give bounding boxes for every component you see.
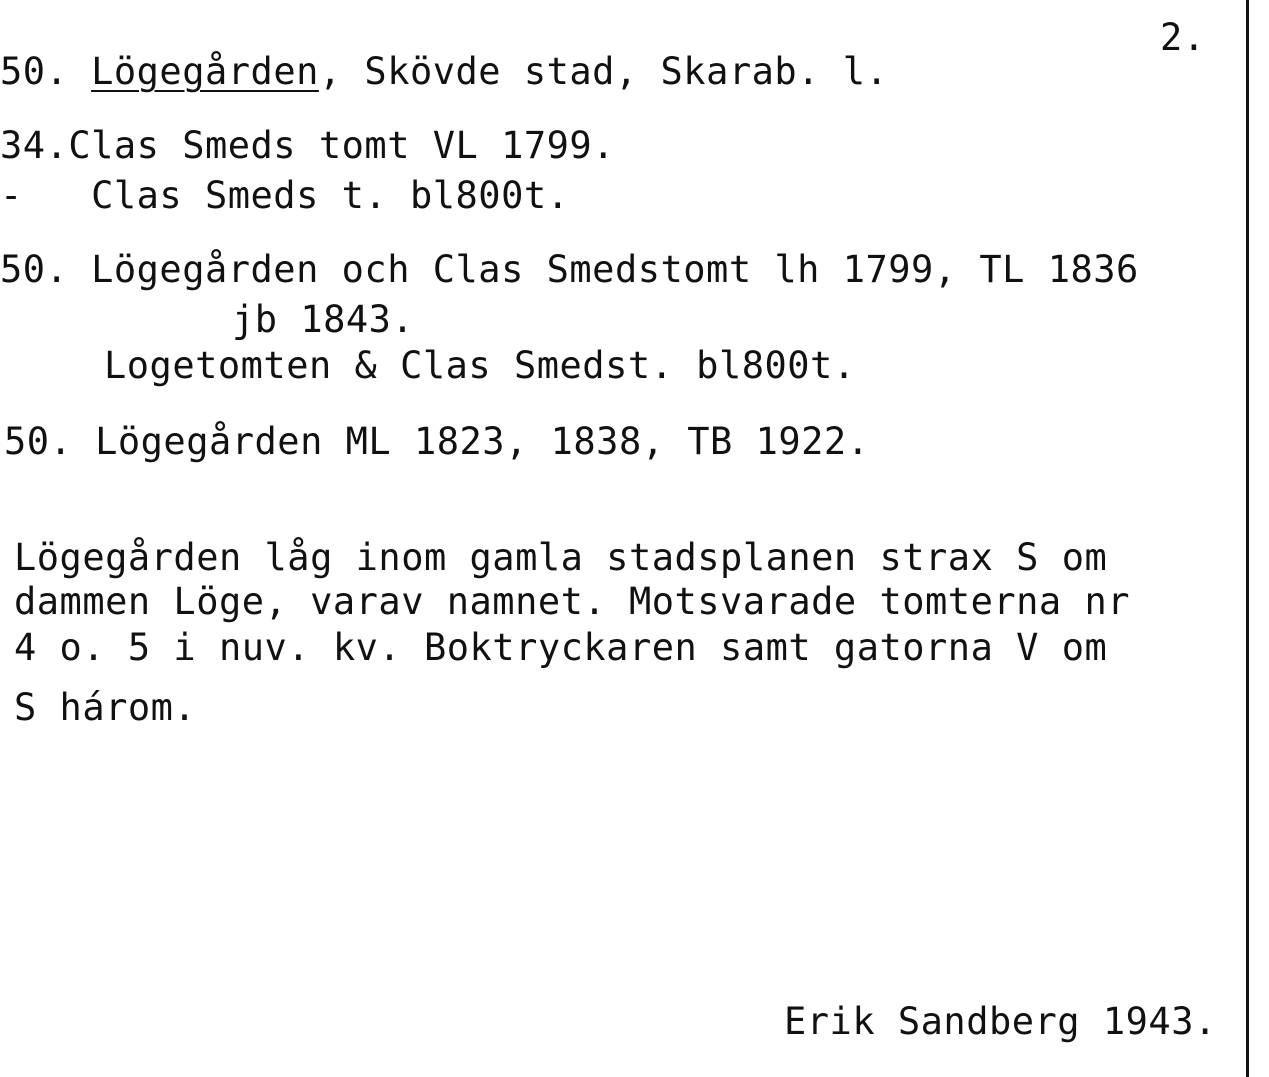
entry-line-2: - Clas Smeds t. bl800t. bbox=[0, 174, 570, 217]
entry-line-6: 50. Lögegården ML 1823, 1838, TB 1922. bbox=[4, 420, 870, 463]
page-number: 2. bbox=[1160, 16, 1206, 59]
entry-line-3: 50. Lögegården och Clas Smedstomt lh 1799, TL 1836 bbox=[0, 248, 1139, 291]
card-right-edge bbox=[1246, 0, 1249, 1077]
entry-line-1: 34.Clas Smeds tomt VL 1799. bbox=[0, 124, 615, 167]
author-signature: Erik Sandberg 1943. bbox=[784, 1000, 1217, 1043]
note-line-4: S három. bbox=[14, 686, 197, 729]
entry-line-5: Logetomten & Clas Smedst. bl800t. bbox=[104, 344, 856, 387]
heading-place-name: Lögegården bbox=[91, 50, 319, 93]
note-line-1: Lögegården låg inom gamla stadsplanen strax S om bbox=[14, 536, 1108, 579]
note-line-3: 4 o. 5 i nuv. kv. Boktryckaren samt gatorna V om bbox=[14, 626, 1108, 669]
heading-location: , Skövde stad, Skarab. l. bbox=[318, 50, 889, 93]
heading-line bbox=[0, 52, 888, 92]
heading-number: 50. bbox=[0, 50, 69, 93]
note-line-2: dammen Löge, varav namnet. Motsvarade tomterna nr bbox=[14, 580, 1131, 623]
entry-line-4: jb 1843. bbox=[232, 298, 415, 341]
